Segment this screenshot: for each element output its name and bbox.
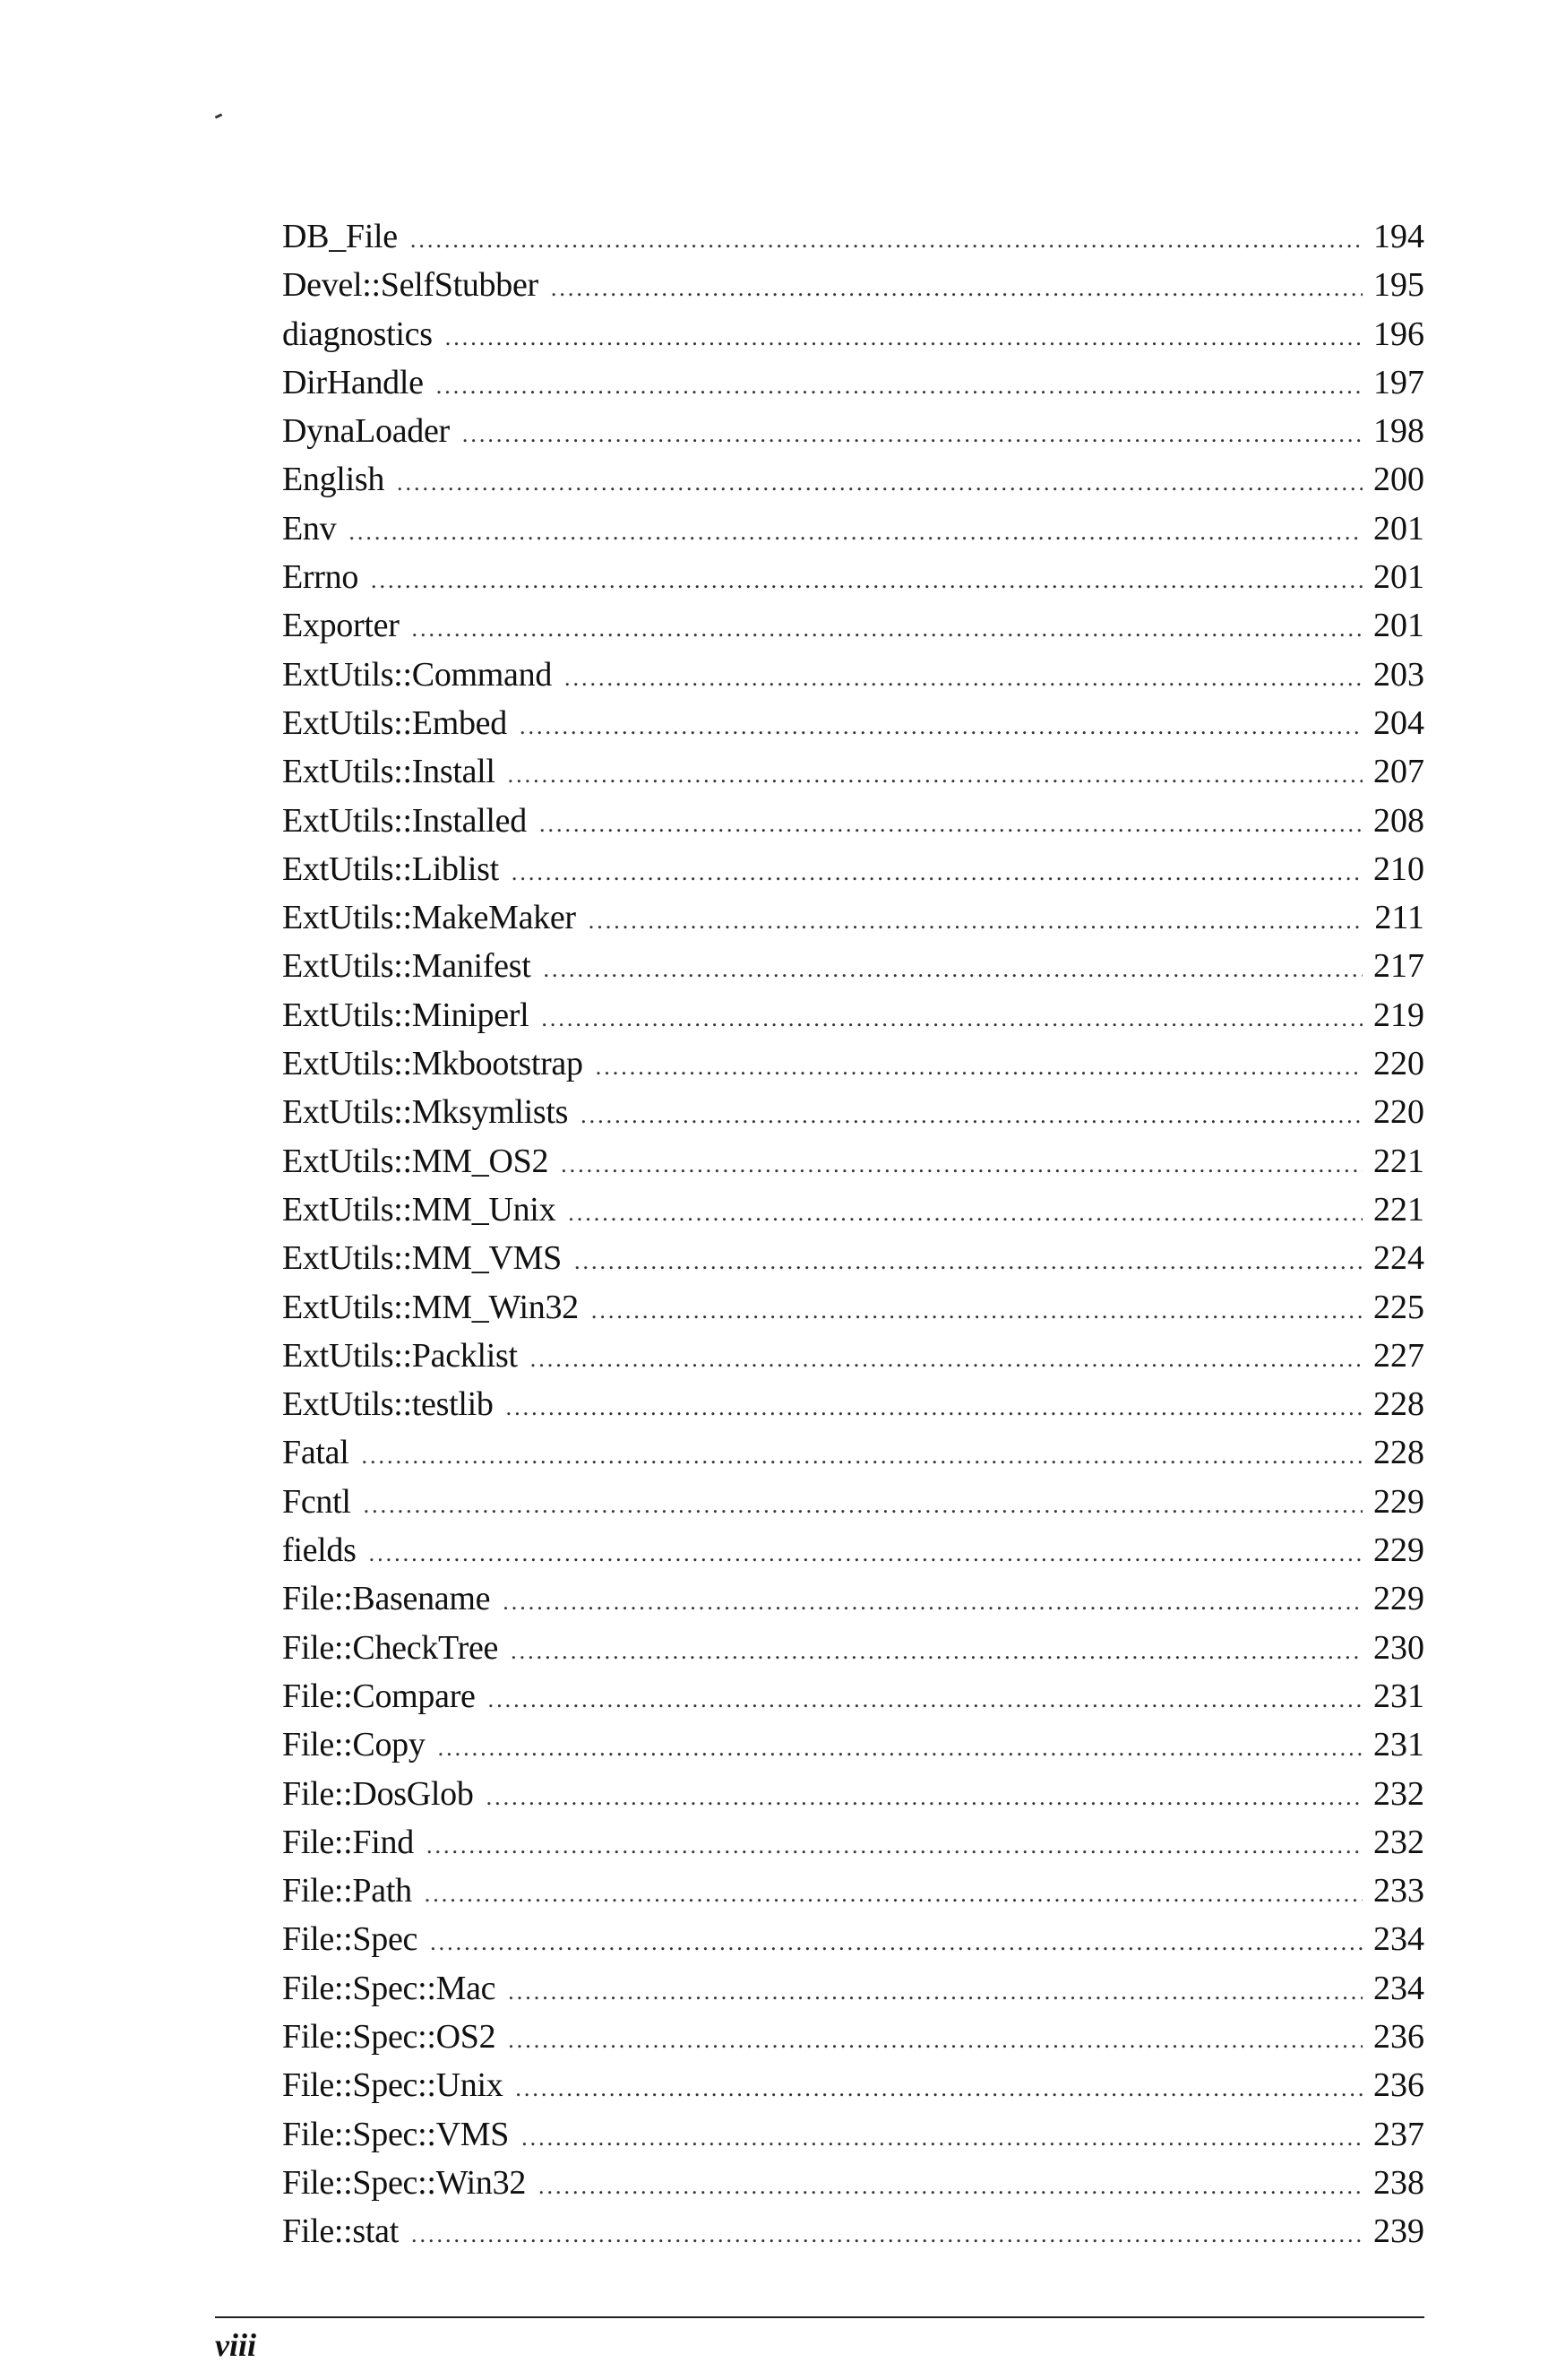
toc-entry-title: ExtUtils::Miniperl <box>282 996 529 1034</box>
toc-entry <box>282 455 1424 504</box>
dot-leader <box>430 1919 1363 1967</box>
toc-entry <box>282 504 1424 553</box>
toc-entry-page-number: 231 <box>1373 1726 1424 1764</box>
toc-entry <box>282 1428 1424 1477</box>
dot-leader <box>508 751 1363 799</box>
toc-entry-title: ExtUtils::Installed <box>282 801 527 840</box>
dot-leader <box>411 2211 1363 2259</box>
toc-entry-title: Exporter <box>282 607 400 645</box>
toc-entry-page-number: 230 <box>1373 1628 1424 1667</box>
toc-entry-title: File::stat <box>282 2212 400 2251</box>
toc-entry <box>282 942 1424 990</box>
dot-leader <box>574 1237 1363 1286</box>
toc-entry-page-number: 238 <box>1373 2163 1424 2202</box>
toc-entry-title: ExtUtils::Packlist <box>282 1336 518 1375</box>
toc-entry <box>282 601 1424 650</box>
toc-entry-title: File::DosGlob <box>282 1774 474 1813</box>
dot-leader <box>361 1432 1363 1480</box>
toc-entry-title: ExtUtils::MM_OS2 <box>282 1142 549 1180</box>
toc-entry-page-number: 236 <box>1373 2066 1424 2105</box>
dot-leader <box>541 995 1363 1043</box>
dot-leader <box>438 1724 1363 1772</box>
toc-entry-page-number: 219 <box>1373 996 1424 1034</box>
toc-entry-title: DB_File <box>282 218 398 255</box>
toc-entry-title: Env <box>282 509 337 548</box>
toc-entry-page-number: 217 <box>1373 947 1424 986</box>
toc-entry <box>282 1770 1424 1818</box>
dot-leader <box>520 703 1363 751</box>
toc-entry-title: File::Basename <box>282 1580 491 1618</box>
toc-entry-page-number: 204 <box>1373 703 1424 742</box>
dot-leader <box>397 459 1363 507</box>
toc-entry <box>282 1867 1424 1915</box>
toc-entry-title: English <box>282 461 385 499</box>
toc-entry-page-number: 232 <box>1373 1823 1424 1861</box>
dot-leader <box>551 264 1363 313</box>
dot-leader <box>506 1384 1363 1432</box>
toc-entry-title: ExtUtils::MM_Win32 <box>282 1288 579 1326</box>
toc-entry-page-number: 231 <box>1373 1677 1424 1715</box>
toc-entry-title: Devel::SelfStubber <box>282 266 538 305</box>
dot-leader <box>568 1189 1363 1237</box>
toc-entry-page-number: 234 <box>1373 1920 1424 1959</box>
toc-entry-title: ExtUtils::Mkbootstrap <box>282 1045 583 1083</box>
footer-rule <box>215 2316 1424 2318</box>
toc-entry <box>282 991 1424 1039</box>
dot-leader <box>425 1870 1363 1919</box>
toc-entry <box>282 1672 1424 1720</box>
toc-entry <box>282 1137 1424 1186</box>
toc-entry-page-number: 239 <box>1373 2212 1424 2251</box>
toc-entry-page-number: 201 <box>1373 558 1424 597</box>
toc-entry <box>282 651 1424 699</box>
toc-entry-page-number: 236 <box>1373 2017 1424 2056</box>
toc-entry-page-number: 229 <box>1373 1482 1424 1521</box>
toc-entry <box>282 2013 1424 2061</box>
toc-entry-page-number: 228 <box>1373 1385 1424 1424</box>
dot-leader <box>596 1043 1363 1091</box>
toc-entry-title: File::Copy <box>282 1726 426 1764</box>
toc-entry-title: Errno <box>282 558 359 597</box>
toc-entry-page-number: 200 <box>1373 461 1424 499</box>
toc-entry <box>282 1624 1424 1672</box>
toc-entry-title: DynaLoader <box>282 412 450 451</box>
toc-entry <box>282 747 1424 796</box>
dot-leader <box>561 1141 1363 1189</box>
toc-entry-page-number: 220 <box>1373 1093 1424 1132</box>
toc-entry <box>282 1915 1424 1963</box>
toc-entry-title: Fcntl <box>282 1482 351 1521</box>
toc-entry-page-number: 229 <box>1373 1580 1424 1618</box>
toc-entry <box>282 1574 1424 1623</box>
toc-entry-page-number: 194 <box>1373 218 1424 255</box>
dot-leader <box>486 1773 1363 1822</box>
toc-entry-title: File::Compare <box>282 1677 476 1715</box>
toc-entry-page-number: 196 <box>1373 315 1424 353</box>
toc-entry <box>282 699 1424 747</box>
toc-entry-title: File::Find <box>282 1823 414 1861</box>
toc-entry-title: ExtUtils::Install <box>282 753 495 791</box>
toc-entry-page-number: 201 <box>1373 607 1424 645</box>
toc-entry <box>282 212 1424 261</box>
toc-entry <box>282 1039 1424 1088</box>
dot-leader <box>580 1091 1363 1140</box>
dot-leader <box>538 2162 1363 2211</box>
toc-entry <box>282 261 1424 309</box>
dot-leader <box>503 1578 1363 1626</box>
dot-leader <box>410 216 1363 264</box>
dot-leader <box>462 410 1363 459</box>
page-folio: viii <box>215 2327 256 2363</box>
toc-entry-page-number: 208 <box>1373 801 1424 840</box>
toc-entry <box>282 845 1424 893</box>
dot-leader <box>364 1481 1363 1530</box>
toc-entry <box>282 1332 1424 1380</box>
toc-entry <box>282 407 1424 455</box>
dot-leader <box>539 800 1363 849</box>
toc-entry-title: File::Spec::Mac <box>282 1969 496 2007</box>
toc-entry-title: ExtUtils::Mksymlists <box>282 1093 569 1132</box>
toc-entry-title: File::CheckTree <box>282 1628 499 1667</box>
toc-entry <box>282 1186 1424 1234</box>
scan-speck <box>215 113 223 118</box>
dot-leader <box>591 1287 1363 1335</box>
toc-entry-page-number: 234 <box>1373 1969 1424 2007</box>
dot-leader <box>445 314 1363 362</box>
toc-entry-page-number: 225 <box>1373 1288 1424 1326</box>
dot-leader <box>488 1676 1363 1724</box>
toc-entry-page-number: 229 <box>1373 1531 1424 1570</box>
toc-entry <box>282 2061 1424 2109</box>
toc-entry-page-number: 198 <box>1373 412 1424 451</box>
toc-entry <box>282 797 1424 845</box>
dot-leader <box>543 945 1363 994</box>
toc-entry-title: fields <box>282 1531 357 1570</box>
toc-entry-title: File::Path <box>282 1872 412 1910</box>
dot-leader <box>521 2114 1363 2162</box>
toc-entry-title: ExtUtils::MM_VMS <box>282 1239 562 1278</box>
toc-entry-title: ExtUtils::Embed <box>282 703 507 742</box>
dot-leader <box>348 508 1363 556</box>
toc-entry <box>282 1088 1424 1136</box>
toc-entry-title: DirHandle <box>282 363 424 401</box>
toc-entry-page-number: 221 <box>1373 1190 1424 1229</box>
toc-entry-title: ExtUtils::Command <box>282 655 553 694</box>
toc-entry-page-number: 232 <box>1373 1774 1424 1813</box>
toc-entry-title: Fatal <box>282 1434 349 1472</box>
toc-entry-page-number: 211 <box>1374 899 1424 937</box>
toc-entry <box>282 893 1424 942</box>
toc-entry-page-number: 227 <box>1373 1336 1424 1375</box>
toc-entry <box>282 1234 1424 1282</box>
toc-entry-title: diagnostics <box>282 315 433 353</box>
toc-entry <box>282 1720 1424 1769</box>
toc-entry-page-number: 207 <box>1373 753 1424 791</box>
toc-entry-title: ExtUtils::testlib <box>282 1385 494 1424</box>
dot-leader <box>515 2065 1363 2113</box>
dot-leader <box>512 849 1363 897</box>
dot-leader <box>564 654 1363 703</box>
toc-entry-page-number: 210 <box>1373 849 1424 888</box>
toc-entry-page-number: 233 <box>1373 1872 1424 1910</box>
dot-leader <box>412 605 1363 653</box>
toc-entry-title: ExtUtils::MakeMaker <box>282 899 576 937</box>
dot-leader <box>589 897 1364 945</box>
toc-entry <box>282 1818 1424 1867</box>
toc-entry-page-number: 220 <box>1373 1045 1424 1083</box>
toc-entry-page-number: 224 <box>1373 1239 1424 1278</box>
toc-entry-page-number: 201 <box>1373 509 1424 548</box>
toc-entry <box>282 1964 1424 2013</box>
dot-leader <box>508 2016 1363 2065</box>
toc-entry <box>282 1283 1424 1332</box>
toc-entry <box>282 1478 1424 1526</box>
dot-leader <box>436 362 1363 410</box>
dot-leader <box>530 1335 1363 1384</box>
dot-leader <box>371 556 1363 605</box>
toc-entry-page-number: 228 <box>1373 1434 1424 1472</box>
toc-entry <box>282 358 1424 407</box>
toc-entry-title: File::Spec <box>282 1920 418 1959</box>
toc-entry-title: File::Spec::VMS <box>282 2115 510 2153</box>
toc-entry-page-number: 203 <box>1373 655 1424 694</box>
toc-entry <box>282 2207 1424 2255</box>
toc-entry <box>282 1526 1424 1574</box>
dot-leader <box>511 1627 1363 1676</box>
toc-entry <box>282 1380 1424 1428</box>
toc-entry-page-number: 221 <box>1373 1142 1424 1180</box>
dot-leader <box>426 1822 1363 1870</box>
toc-entry-page-number: 195 <box>1373 266 1424 305</box>
toc-entry-title: ExtUtils::Manifest <box>282 947 531 986</box>
toc-entry-title: File::Spec::Win32 <box>282 2163 527 2202</box>
toc-entry <box>282 310 1424 358</box>
toc-entry-page-number: 237 <box>1373 2115 1424 2153</box>
toc-entry <box>282 2159 1424 2207</box>
toc-entry-title: File::Spec::Unix <box>282 2066 503 2105</box>
dot-leader <box>508 1968 1363 2016</box>
toc-entry <box>282 2110 1424 2159</box>
toc-entry-title: ExtUtils::MM_Unix <box>282 1190 556 1229</box>
toc-entry <box>282 553 1424 601</box>
toc-entry-title: ExtUtils::Liblist <box>282 849 499 888</box>
toc-entry-page-number: 197 <box>1373 363 1424 401</box>
toc-entry-title: File::Spec::OS2 <box>282 2017 496 2056</box>
dot-leader <box>369 1530 1363 1578</box>
table-of-contents <box>282 212 1424 2255</box>
